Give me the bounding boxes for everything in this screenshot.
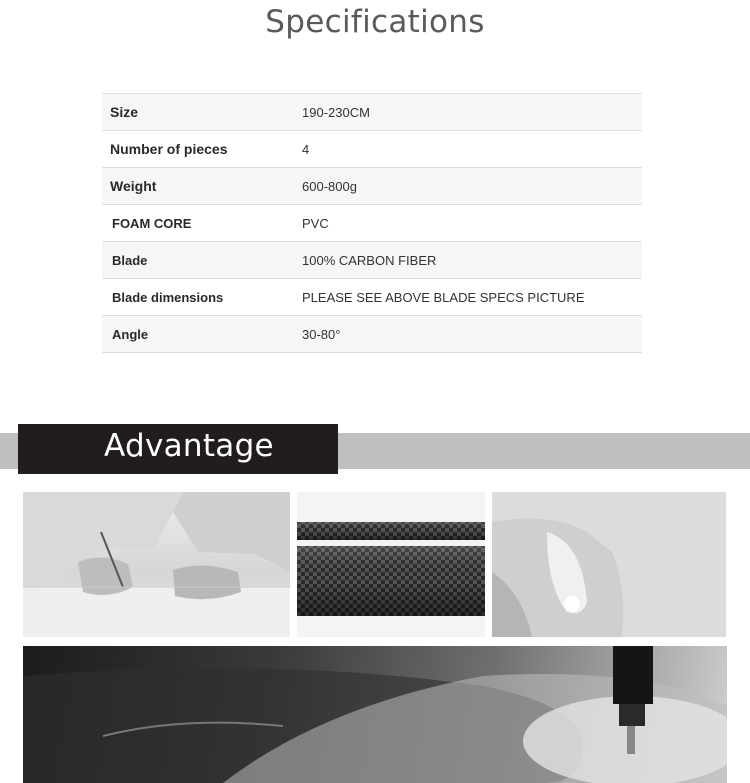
- spec-key: Weight: [102, 168, 296, 205]
- advantage-banner: [18, 424, 338, 474]
- spec-key: Number of pieces: [102, 131, 296, 168]
- spec-value: PLEASE SEE ABOVE BLADE SPECS PICTURE: [296, 279, 642, 316]
- table-row: [102, 131, 642, 168]
- spec-value: 100% CARBON FIBER: [296, 242, 642, 279]
- cnc-machining-photo: [23, 646, 727, 783]
- spec-value: 4: [296, 131, 642, 168]
- spec-value: 190-230CM: [296, 94, 642, 131]
- table-row: [102, 168, 642, 205]
- spec-value: 600-800g: [296, 168, 642, 205]
- spec-key: FOAM CORE: [102, 205, 296, 242]
- table-row: [102, 242, 642, 279]
- page-title: Specifications: [265, 4, 485, 40]
- advantage-heading: Advantage: [104, 428, 274, 464]
- spec-value: 30-80°: [296, 316, 642, 353]
- table-row: [102, 94, 642, 131]
- design-drawing-photo: [23, 492, 290, 637]
- spec-table: [102, 93, 642, 353]
- table-row: [102, 279, 642, 316]
- foam-core-carving-photo: [492, 492, 726, 637]
- spec-key: Blade dimensions: [102, 279, 296, 316]
- spec-value: PVC: [296, 205, 642, 242]
- spec-key: Angle: [102, 316, 296, 353]
- table-row: [102, 316, 642, 353]
- carbon-fiber-tubes-photo: [297, 492, 485, 637]
- table-row: [102, 205, 642, 242]
- spec-key: Size: [102, 94, 296, 131]
- spec-key: Blade: [102, 242, 296, 279]
